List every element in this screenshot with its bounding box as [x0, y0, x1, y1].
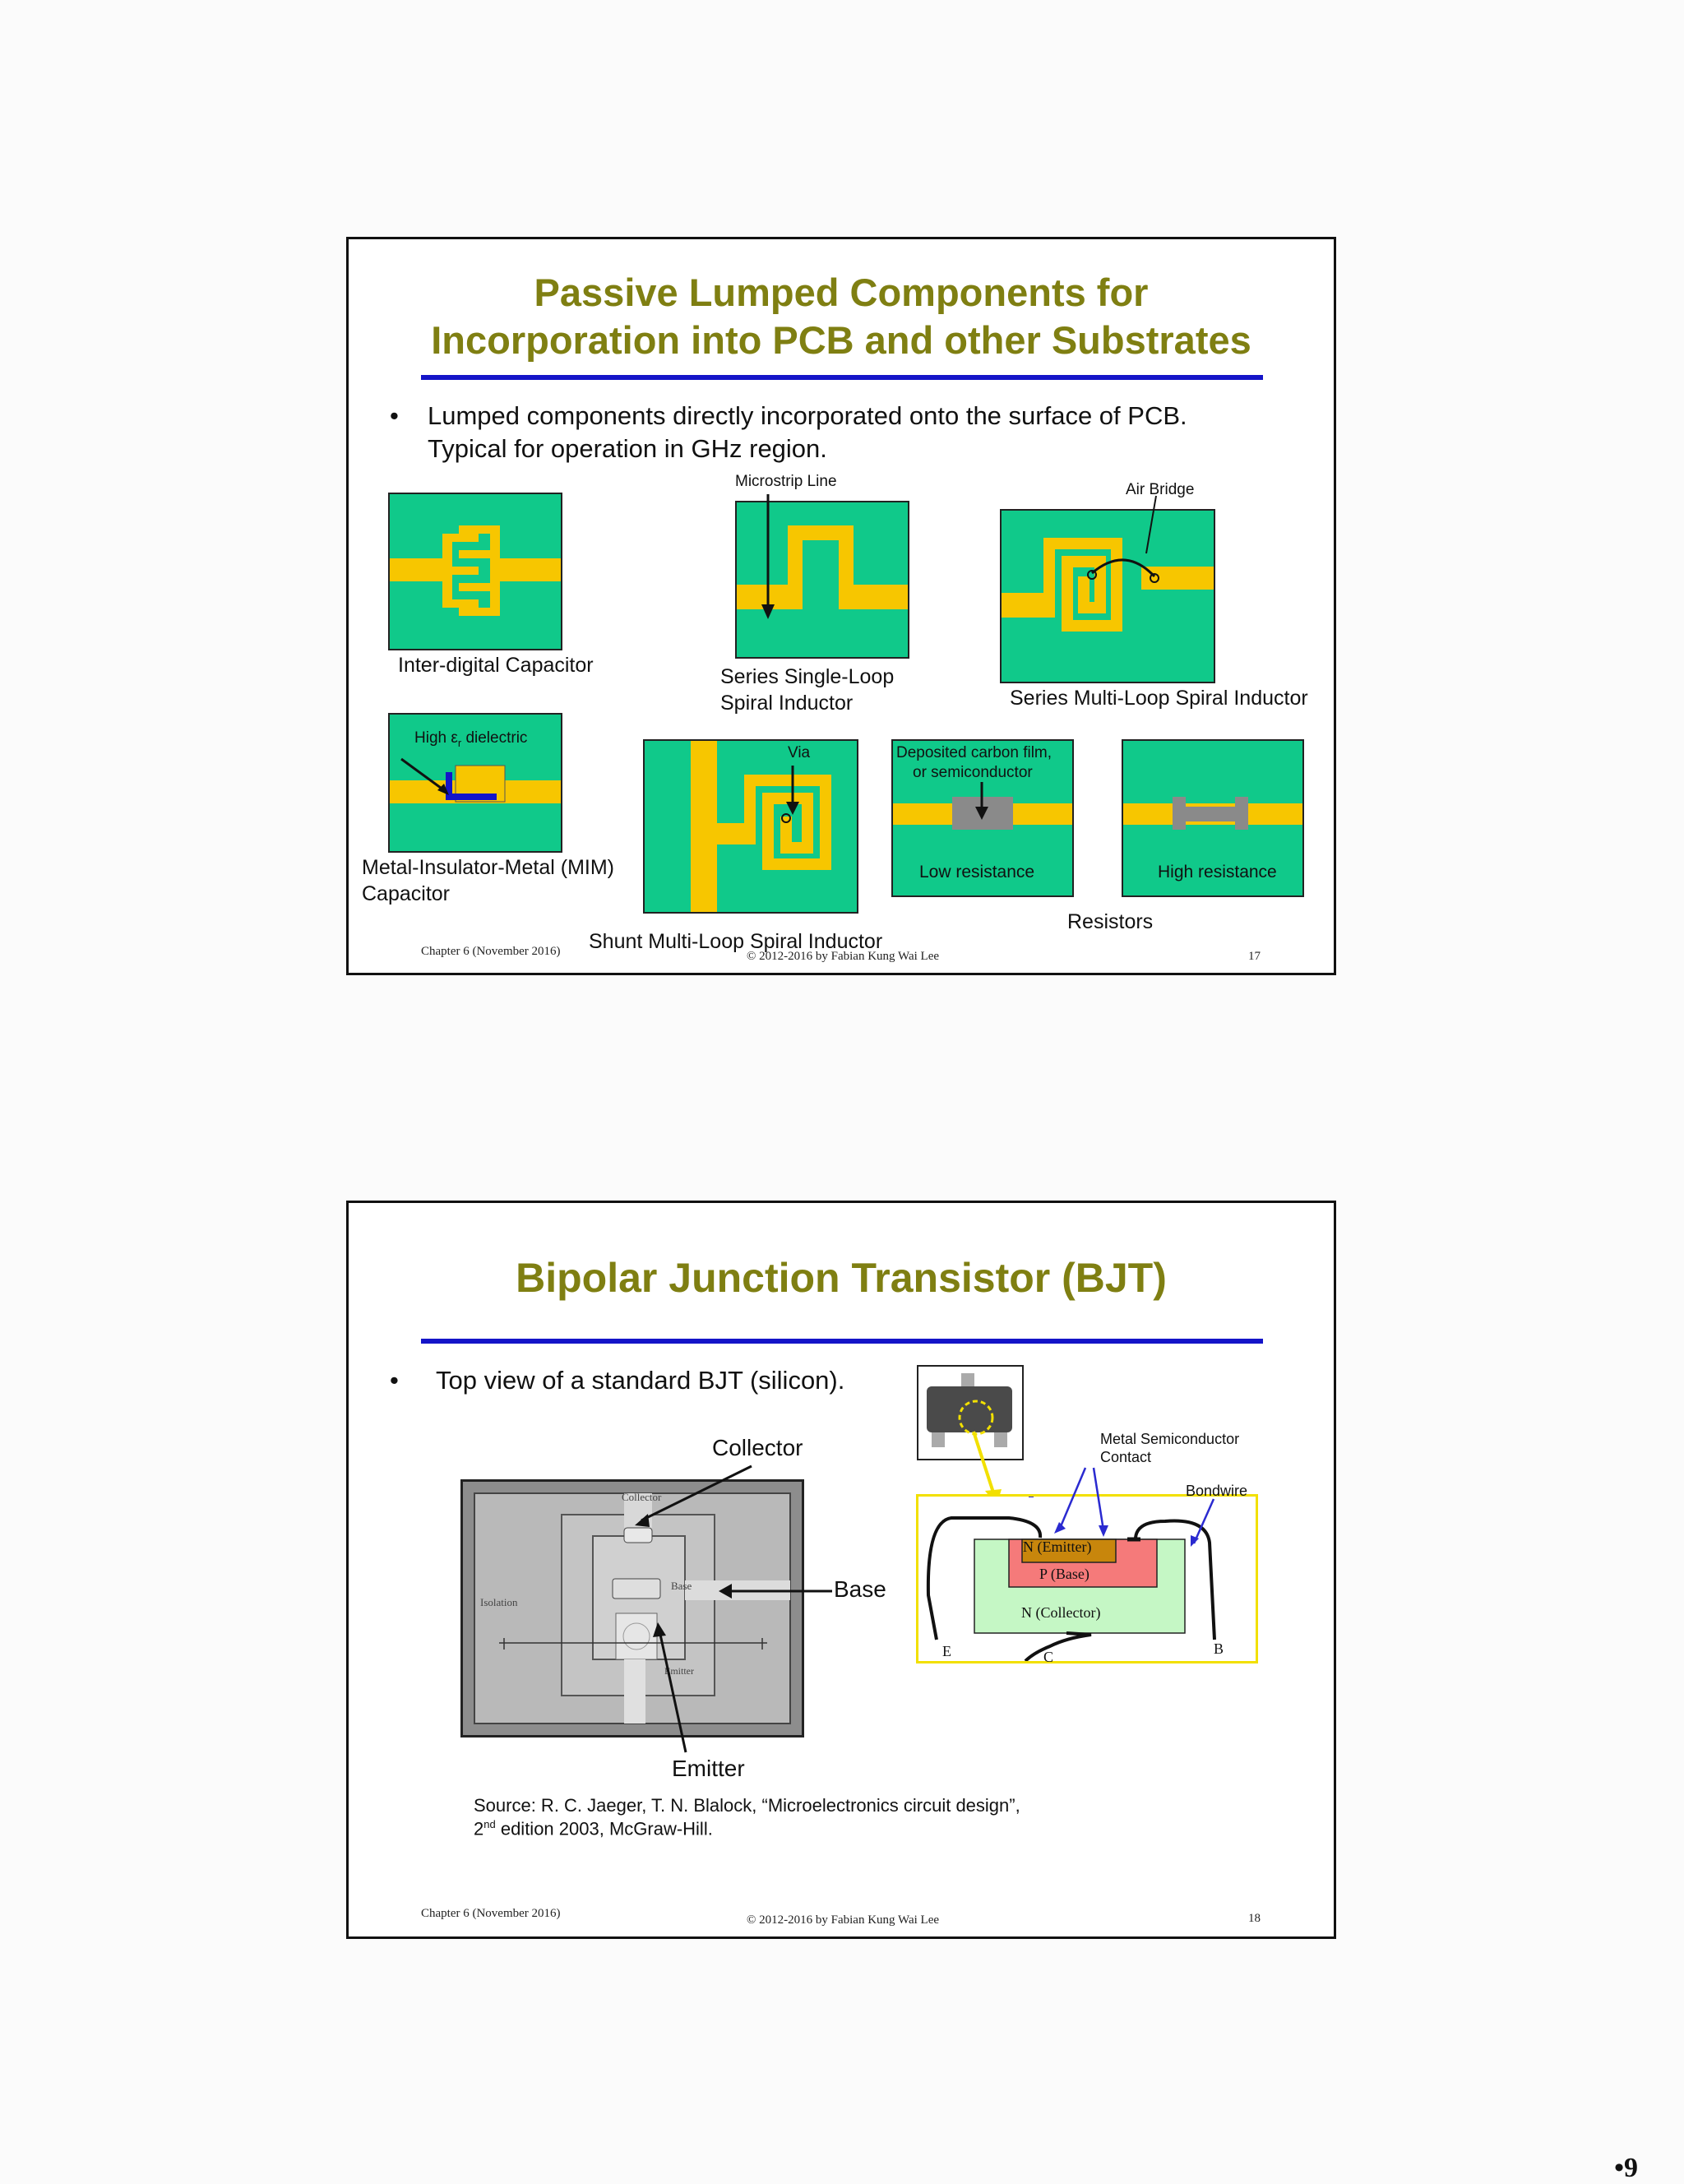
- air-bridge-arrow: [1131, 494, 1164, 560]
- pin-c-label: C: [1043, 1649, 1054, 1665]
- deposited-label-2: or semiconductor: [913, 764, 1033, 781]
- mim-label-2: Capacitor: [362, 882, 450, 905]
- deposited-arrow: [965, 780, 998, 830]
- bullet-line2: Typical for operation in GHz region.: [428, 434, 827, 463]
- high-resistance-label: High resistance: [1158, 863, 1277, 881]
- bondwire-label: Bondwire: [1186, 1483, 1248, 1499]
- photo-isolation-label: Isolation: [480, 1596, 518, 1608]
- low-resistance-label: Low resistance: [919, 863, 1035, 881]
- photo-emitter-label: Emitter: [664, 1665, 694, 1677]
- high-er-dielectric-label: High $\varepsilon_r$ dielectric: [414, 729, 528, 749]
- air-bridge-label: Air Bridge: [1126, 481, 1195, 498]
- series-multi-loop-label: Series Multi-Loop Spiral Inductor: [1010, 687, 1308, 710]
- metal-contact-label-1: Metal Semiconductor: [1100, 1431, 1240, 1447]
- source-line-2: 2nd edition 2003, McGraw-Hill.: [474, 1818, 713, 1839]
- n-emitter-label: N (Emitter): [1023, 1539, 1092, 1555]
- base-label: Base: [834, 1576, 886, 1602]
- bullet-text: Top view of a standard BJT (silicon).: [436, 1366, 845, 1395]
- photo-collector-label: Collector: [622, 1491, 662, 1503]
- n-collector-label: N (Collector): [1021, 1604, 1101, 1621]
- slide-title: Bipolar Junction Transistor (BJT): [516, 1255, 1167, 1301]
- title-underline: [421, 375, 1263, 380]
- emitter-label: Emitter: [672, 1756, 745, 1781]
- microstrip-arrow: [752, 493, 784, 624]
- resistors-label: Resistors: [1067, 910, 1154, 933]
- via-label: Via: [788, 744, 811, 761]
- series-single-loop-label-2: Spiral Inductor: [720, 692, 854, 715]
- via-arrow: [776, 764, 809, 821]
- slide-title-line2: Incorporation into PCB and other Substrates: [431, 318, 1251, 362]
- interdigital-capacitor-label: Inter-digital Capacitor: [398, 654, 594, 677]
- shunt-inductor-figure: [643, 739, 858, 914]
- footer-chapter: Chapter 6 (November 2016): [421, 1907, 561, 1920]
- source-line-1: Source: R. C. Jaeger, T. N. Blalock, “Microelectronics circuit design”,: [474, 1795, 1020, 1816]
- footer-copyright: © 2012-2016 by Fabian Kung Wai Lee: [747, 1913, 940, 1927]
- slide-18: [346, 1201, 1336, 1939]
- shunt-multi-loop-label: Shunt Multi-Loop Spiral Inductor: [589, 930, 883, 953]
- interdigital-capacitor-figure: [388, 493, 562, 650]
- metal-contact-label-2: Contact: [1100, 1449, 1152, 1465]
- bullet-mark: •: [390, 401, 399, 430]
- bullet-mark: •: [390, 1366, 399, 1395]
- contact-pointer-arrows: [1023, 1464, 1228, 1547]
- slide-17: [346, 237, 1336, 975]
- title-underline: [421, 1339, 1263, 1344]
- photo-base-label: Base: [671, 1580, 692, 1592]
- bullet-line1: Lumped components directly incorporated onto the surface of PCB.: [428, 401, 1187, 430]
- slide-title-line1: Passive Lumped Components for: [534, 271, 1149, 314]
- p-base-label: P (Base): [1039, 1566, 1090, 1582]
- pin-e-label: E: [942, 1643, 951, 1659]
- microstrip-line-label: Microstrip Line: [735, 473, 837, 490]
- collector-label: Collector: [712, 1435, 803, 1460]
- bjt-photo-arrows: [595, 1450, 941, 1770]
- footer-copyright: © 2012-2016 by Fabian Kung Wai Lee: [747, 950, 940, 963]
- footer-chapter: Chapter 6 (November 2016): [421, 945, 561, 958]
- mim-label-1: Metal-Insulator-Metal (MIM): [362, 856, 614, 879]
- footer-slide-number: 18: [1248, 1912, 1261, 1925]
- pin-b-label: B: [1214, 1640, 1224, 1657]
- deposited-label-1: Deposited carbon film,: [896, 744, 1052, 761]
- series-single-loop-label-1: Series Single-Loop: [720, 665, 895, 688]
- page-number: •9: [1614, 2153, 1638, 2183]
- footer-slide-number: 17: [1248, 950, 1261, 963]
- multi-loop-inductor-figure: [1000, 509, 1215, 683]
